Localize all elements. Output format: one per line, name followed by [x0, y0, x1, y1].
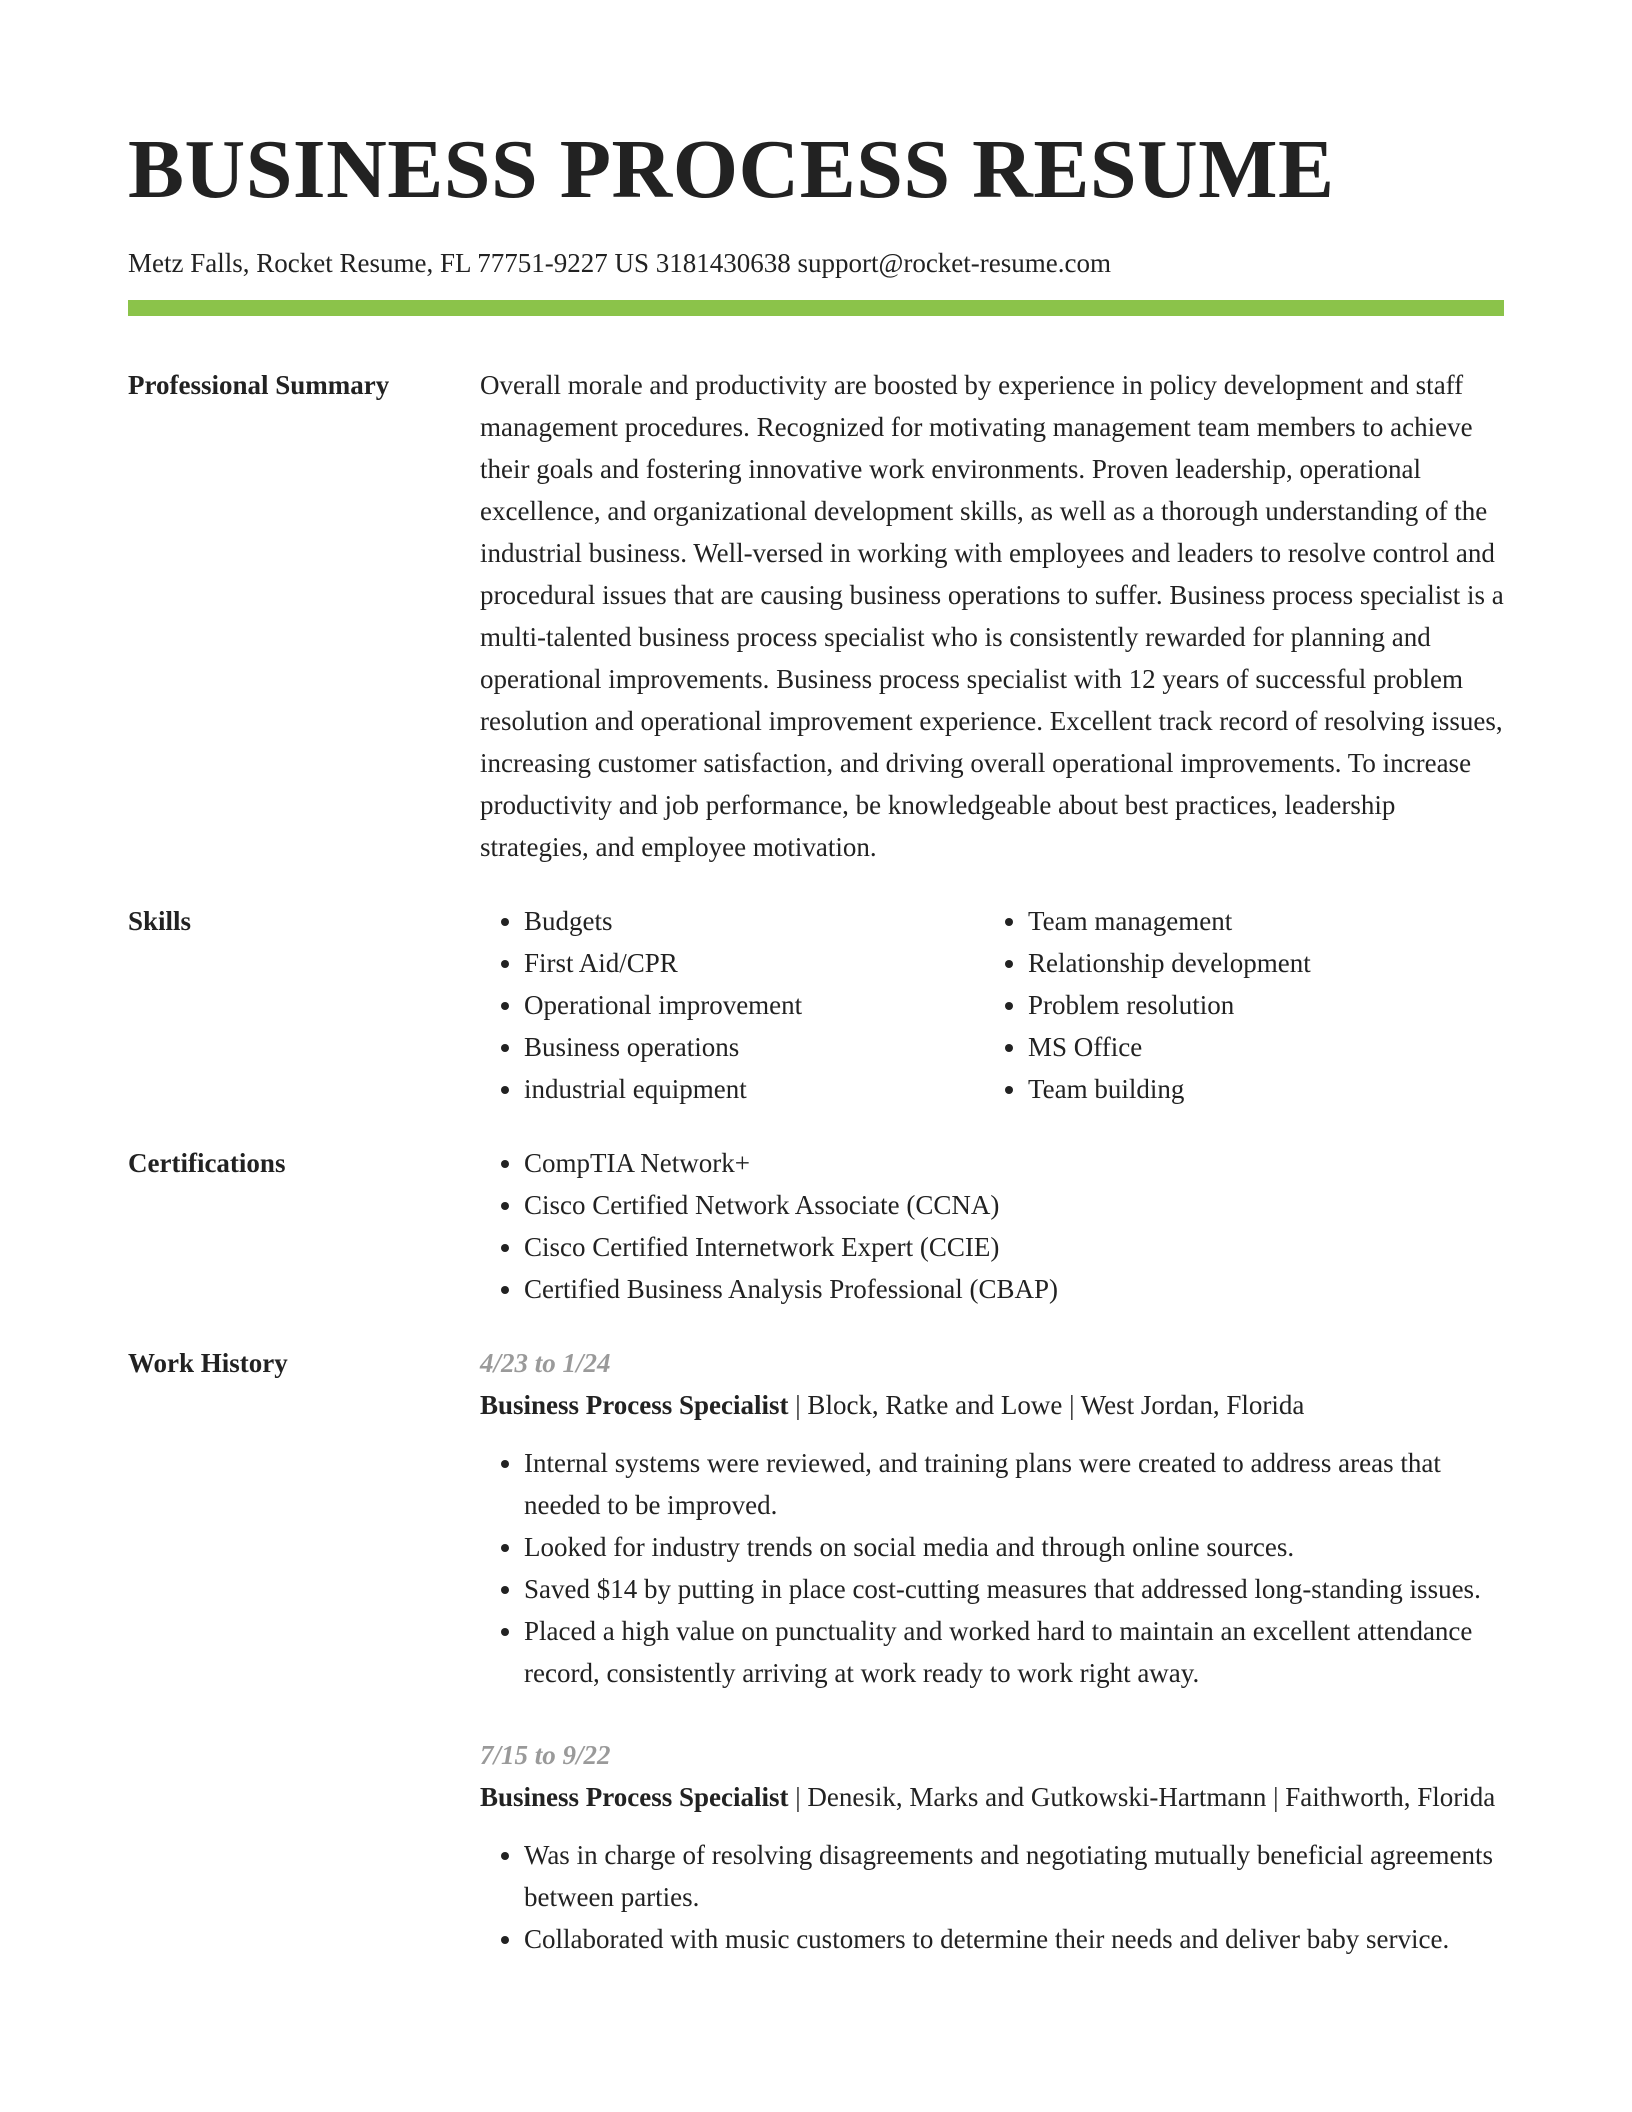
skills-section [128, 900, 1504, 1110]
resume-title: BUSINESS PROCESS RESUME [128, 123, 1335, 216]
skills-list-left [480, 900, 984, 1110]
certification-item: • Certified Business Analysis Professional (CBAP) [524, 1268, 1504, 1310]
skill-item: • Team building [1028, 1068, 1488, 1110]
certification-item: • Cisco Certified Network Associate (CCNA) [524, 1184, 1504, 1226]
work-history-content [480, 1342, 1504, 1960]
resume-page [128, 120, 1504, 1960]
job-employer-location: | Denesik, Marks and Gutkowski-Hartmann | Faithworth, Florida [788, 1782, 1496, 1812]
job-header [480, 1384, 1504, 1426]
skills-heading: Skills [128, 906, 192, 936]
summary-text: Overall morale and productivity are boosted by experience in policy development and staff management procedures. Recognized for motivating management team members to achieve their goals and fostering innovative work environments. Proven leadership, operational excellence, and organizational development skills, as well as a thorough understanding of the industrial business. Well-versed in working with employees and leaders to resolve control and procedural issues that are causing business operations to suffer. Business process specialist is a multi-talented business process specialist who is consistently rewarded for planning and operational improvements. Business process specialist with 12 years of successful problem resolution and operational improvement experience. Excellent track record of resolving issues, increasing customer satisfaction, and driving overall operational improvements. To increase productivity and job performance, be knowledgeable about best practices, leadership strategies, and employee motivation. [480, 370, 1504, 862]
job-bullet: • Placed a high value on punctuality and worked hard to maintain an excellent attendance record, consistently arriving at work ready to work right away. [524, 1610, 1504, 1694]
skill-item: • Budgets [524, 900, 984, 942]
job-bullet: • Was in charge of resolving disagreements and negotiating mutually beneficial agreements between parties. [524, 1834, 1504, 1918]
job-dates: 4/23 to 1/24 [480, 1348, 611, 1378]
skills-grid [480, 900, 1504, 1110]
skill-item: • Problem resolution [1028, 984, 1488, 1026]
job-bullet: • Looked for industry trends on social media and through online sources. [524, 1526, 1504, 1568]
job-title: Business Process Specialist [480, 1390, 789, 1420]
job-header [480, 1776, 1504, 1818]
job-bullets [480, 1442, 1504, 1694]
skill-item: • industrial equipment [524, 1068, 984, 1110]
skill-item: • Business operations [524, 1026, 984, 1068]
job-title: Business Process Specialist [480, 1782, 789, 1812]
certifications-section [128, 1142, 1504, 1310]
certification-item: • Cisco Certified Internetwork Expert (CCIE) [524, 1226, 1504, 1268]
certification-item: • CompTIA Network+ [524, 1142, 1504, 1184]
job-entry [480, 1734, 1504, 1960]
skill-item: • Relationship development [1028, 942, 1488, 984]
skills-list-right [984, 900, 1488, 1110]
skill-item: • Operational improvement [524, 984, 984, 1026]
skills-content [480, 900, 1504, 1110]
contact-info: Metz Falls, Rocket Resume, FL 77751-9227 US 3181430638 support@rocket-resume.com [128, 248, 1111, 278]
job-dates: 7/15 to 9/22 [480, 1740, 611, 1770]
skill-item: • MS Office [1028, 1026, 1488, 1068]
skill-item: • Team management [1028, 900, 1488, 942]
job-bullet: • Collaborated with music customers to determine their needs and deliver baby service. [524, 1918, 1504, 1960]
accent-divider [128, 300, 1504, 316]
job-entry [480, 1342, 1504, 1694]
work-history-heading: Work History [128, 1348, 288, 1378]
job-bullet: • Saved $14 by putting in place cost-cutting measures that addressed long-standing issues. [524, 1568, 1504, 1610]
summary-heading: Professional Summary [128, 370, 390, 400]
certifications-heading: Certifications [128, 1148, 286, 1178]
job-bullets [480, 1834, 1504, 1960]
work-history-section [128, 1342, 1504, 1960]
job-bullet: • Internal systems were reviewed, and training plans were created to address areas that needed to be improved. [524, 1442, 1504, 1526]
certifications-list [480, 1142, 1504, 1310]
skill-item: • First Aid/CPR [524, 942, 984, 984]
summary-content [480, 364, 1504, 868]
summary-section [128, 364, 1504, 868]
job-employer-location: | Block, Ratke and Lowe | West Jordan, Florida [788, 1390, 1305, 1420]
certifications-content [480, 1142, 1504, 1310]
